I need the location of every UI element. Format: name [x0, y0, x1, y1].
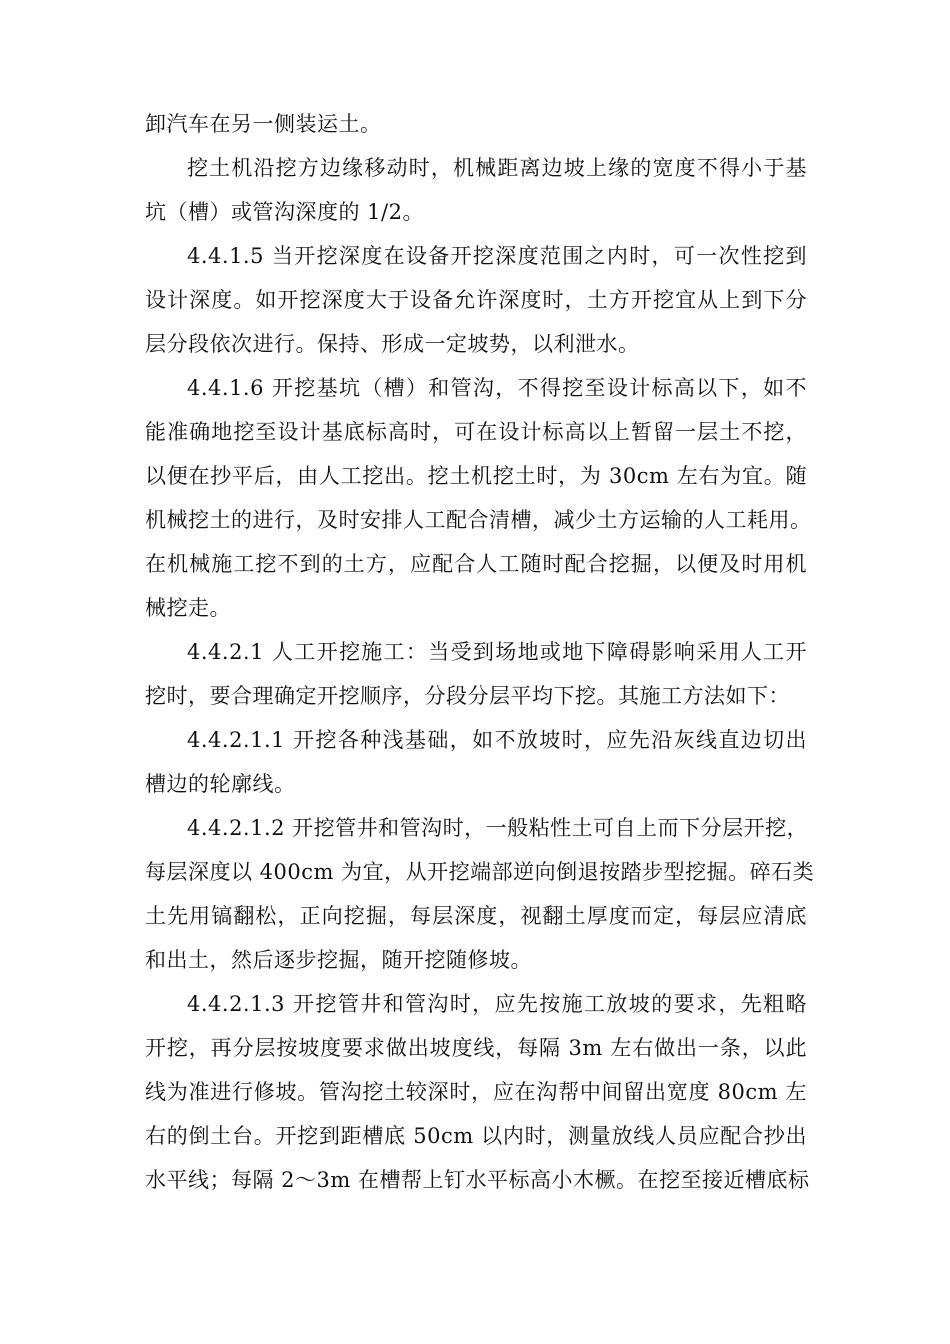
- text-line: 和出土，然后逐步挖掘，随开挖随修坡。: [145, 948, 532, 972]
- paragraph: [145, 146, 807, 234]
- text-line: 4.4.1.6 开挖基坑（槽）和管沟，不得挖至设计标高以下，如不: [187, 376, 807, 400]
- text-line: 以便在抄平后，由人工挖出。挖土机挖土时，为 30cm 左右为宜。随: [145, 464, 807, 488]
- paragraph: [145, 630, 807, 718]
- text-line: 线为准进行修坡。管沟挖土较深时，应在沟帮中间留出宽度 80cm 左: [145, 1080, 807, 1104]
- document-body: [145, 102, 815, 1202]
- text-line: 在机械施工挖不到的土方，应配合人工随时配合挖掘，以便及时用机: [145, 552, 807, 576]
- text-line: 4.4.2.1 人工开挖施工：当受到场地或地下障碍影响采用人工开: [187, 640, 807, 664]
- text-line: 4.4.1.5 当开挖深度在设备开挖深度范围之内时，可一次性挖到: [187, 244, 807, 268]
- text-line: 4.4.2.1.1 开挖各种浅基础，如不放坡时，应先沿灰线直边切出: [187, 728, 807, 752]
- text-line: 坑（槽）或管沟深度的 1/2。: [145, 200, 424, 224]
- paragraph: [145, 234, 807, 366]
- paragraph: [145, 718, 807, 806]
- text-line: 4.4.2.1.2 开挖管井和管沟时，一般粘性土可自上而下分层开挖，: [187, 816, 809, 840]
- text-line: 水平线；每隔 2～3m 在槽帮上钉水平标高小木橛。在挖至接近槽底标: [145, 1168, 810, 1192]
- text-line: 设计深度。如开挖深度大于设备允许深度时，土方开挖宜从上到下分: [145, 288, 807, 312]
- paragraph: [145, 982, 810, 1202]
- paragraph: [145, 366, 812, 630]
- text-line: 右的倒土台。开挖到距槽底 50cm 以内时，测量放线人员应配合抄出: [145, 1124, 807, 1148]
- text-line: 挖时，要合理确定开挖顺序，分段分层平均下挖。其施工方法如下：: [145, 684, 790, 708]
- text-line: 卸汽车在另一侧装运土。: [145, 112, 382, 136]
- text-line: 能准确地挖至设计基底标高时，可在设计标高以上暂留一层土不挖，: [145, 420, 807, 444]
- text-line: 4.4.2.1.3 开挖管井和管沟时，应先按施工放坡的要求，先粗略: [187, 992, 807, 1016]
- text-line: 土先用镐翻松，正向挖掘，每层深度，视翻土厚度而定，每层应清底: [145, 904, 807, 928]
- paragraph: [145, 806, 815, 982]
- text-line: 槽边的轮廓线。: [145, 772, 296, 796]
- text-line: 开挖，再分层按坡度要求做出坡度线，每隔 3m 左右做出一条，以此: [145, 1036, 807, 1060]
- paragraph: [145, 102, 807, 146]
- text-line: 层分段依次进行。保持、形成一定坡势，以利泄水。: [145, 332, 640, 356]
- text-line: 每层深度以 400cm 为宜，从开挖端部逆向倒退按踏步型挖掘。碎石类: [145, 860, 815, 884]
- text-line: 挖土机沿挖方边缘移动时，机械距离边坡上缘的宽度不得小于基: [187, 156, 807, 180]
- text-line: 械挖走。: [145, 596, 231, 620]
- text-line: 机械挖土的进行，及时安排人工配合清槽，减少土方运输的人工耗用。: [145, 508, 812, 532]
